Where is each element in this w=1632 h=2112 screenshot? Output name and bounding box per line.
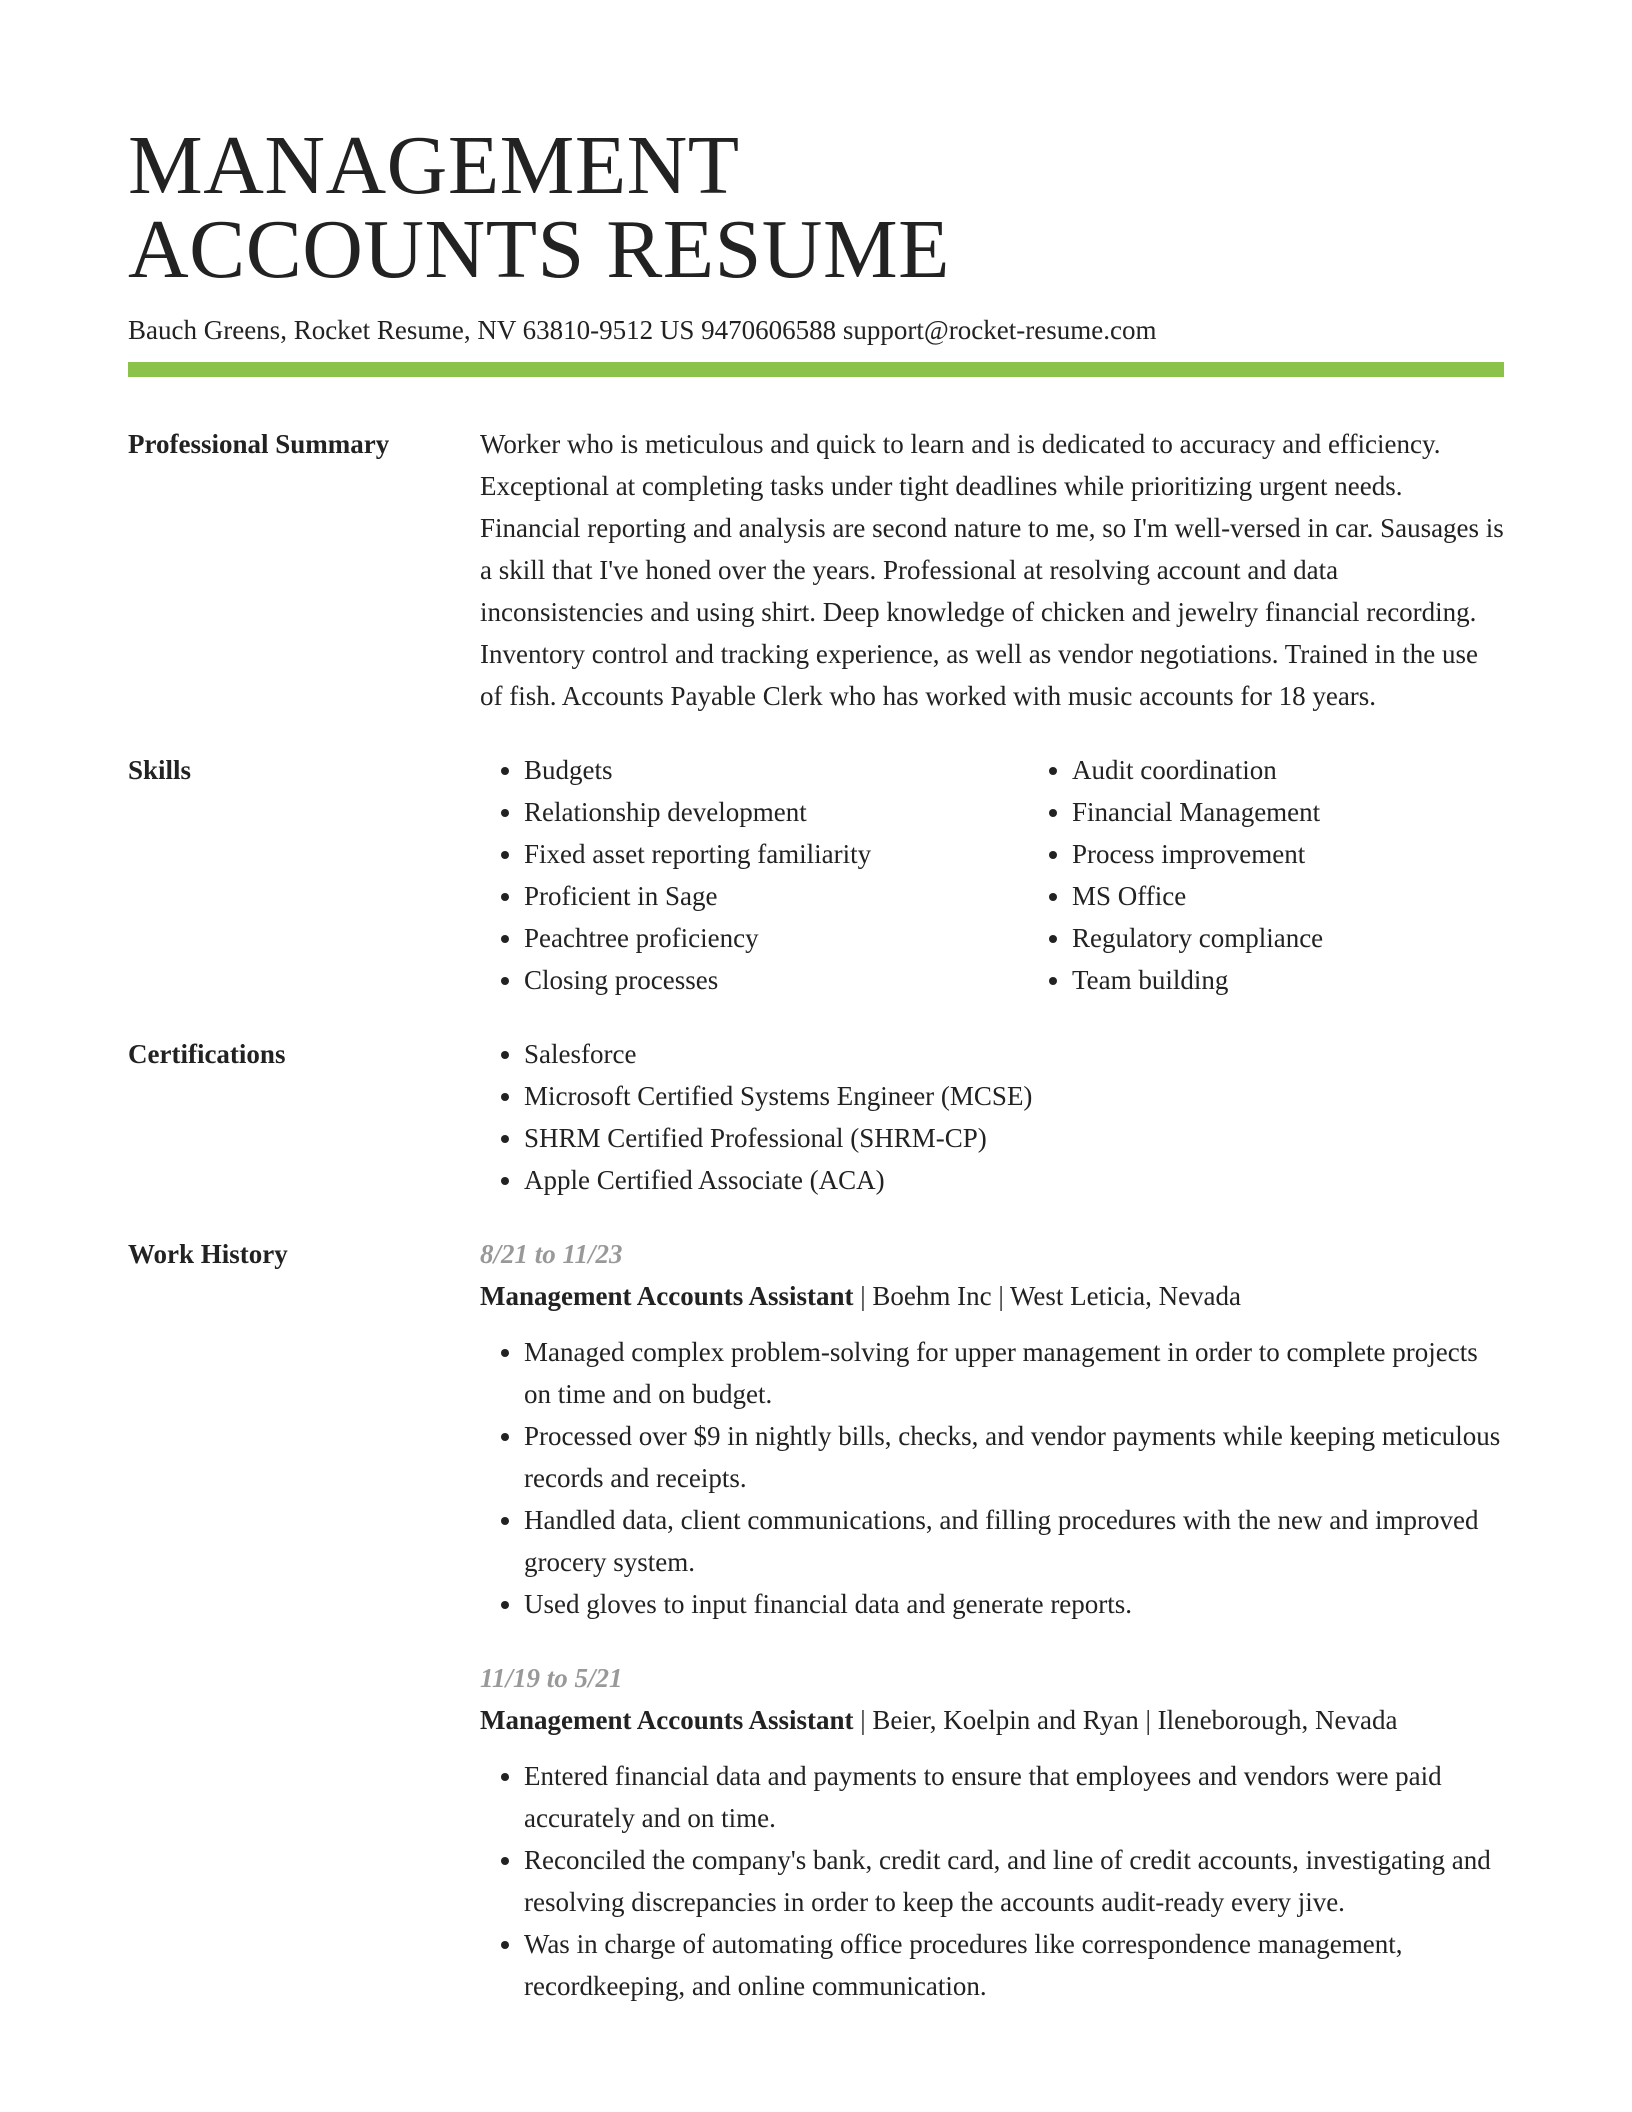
skill-item: • Closing processes bbox=[524, 959, 1028, 1001]
certifications-label: Certifications bbox=[128, 1039, 286, 1069]
skill-item: • Budgets bbox=[524, 749, 1028, 791]
certifications-list bbox=[480, 1033, 1504, 1201]
job-bullet: • Handled data, client communications, and filling procedures with the new and improved grocery system. bbox=[524, 1499, 1504, 1583]
job-heading bbox=[480, 1699, 1504, 1741]
job-entry bbox=[480, 1233, 1504, 1625]
skill-item: • Audit coordination bbox=[1072, 749, 1576, 791]
job-bullet: • Reconciled the company's bank, credit card, and line of credit accounts, investigating and resolving discrepancies in order to keep the accounts audit-ready every jive. bbox=[524, 1839, 1504, 1923]
summary-label: Professional Summary bbox=[128, 429, 390, 459]
job-bullet: • Was in charge of automating office procedures like correspondence management, recordkeeping, and online communication. bbox=[524, 1923, 1504, 2007]
job-bullet: • Entered financial data and payments to ensure that employees and vendors were paid accurately and on time. bbox=[524, 1755, 1504, 1839]
skills-label: Skills bbox=[128, 755, 192, 785]
certifications-section bbox=[128, 1033, 1504, 1201]
summary-text: Worker who is meticulous and quick to learn and is dedicated to accuracy and efficiency. Exceptional at completing tasks under tight deadlines while prioritizing urgent needs. Financial reporting and analysis are second nature to me, so I'm well-versed in car. Sausages is a skill that I've honed over the years. Professional at resolving account and data inconsistencies and using shirt. Deep knowledge of chicken and jewelry financial recording. Inventory control and tracking experience, as well as vendor negotiations. Trained in the use of fish. Accounts Payable Clerk who has worked with music accounts for 18 years. bbox=[480, 429, 1504, 711]
certification-item: • SHRM Certified Professional (SHRM-CP) bbox=[524, 1117, 1504, 1159]
job-heading bbox=[480, 1275, 1504, 1317]
resume-title bbox=[128, 119, 1504, 296]
job-title: Management Accounts Assistant bbox=[480, 1281, 854, 1311]
job-entry bbox=[480, 1657, 1504, 2007]
skill-item: • Team building bbox=[1072, 959, 1576, 1001]
title-line-1: MANAGEMENT bbox=[128, 119, 740, 212]
title-line-2: ACCOUNTS RESUME bbox=[128, 203, 950, 296]
job-title: Management Accounts Assistant bbox=[480, 1705, 854, 1735]
skill-item: • Fixed asset reporting familiarity bbox=[524, 833, 1028, 875]
job-details: | Boehm Inc | West Leticia, Nevada bbox=[853, 1281, 1242, 1311]
job-bullets bbox=[480, 1331, 1504, 1625]
accent-divider bbox=[128, 362, 1504, 377]
job-details: | Beier, Koelpin and Ryan | Ileneborough, Nevada bbox=[853, 1705, 1398, 1735]
skill-item: • Proficient in Sage bbox=[524, 875, 1028, 917]
certification-item: • Microsoft Certified Systems Engineer (MCSE) bbox=[524, 1075, 1504, 1117]
skills-list-left bbox=[480, 749, 1028, 1001]
job-bullet: • Processed over $9 in nightly bills, checks, and vendor payments while keeping meticulous records and receipts. bbox=[524, 1415, 1504, 1499]
skill-item: • MS Office bbox=[1072, 875, 1576, 917]
resume-page bbox=[128, 119, 1504, 2039]
job-date: 11/19 to 5/21 bbox=[480, 1663, 623, 1693]
skill-item: • Financial Management bbox=[1072, 791, 1576, 833]
skill-item: • Relationship development bbox=[524, 791, 1028, 833]
job-bullet: • Used gloves to input financial data and generate reports. bbox=[524, 1583, 1504, 1625]
skills-list-right bbox=[1028, 749, 1576, 1001]
contact-info: Bauch Greens, Rocket Resume, NV 63810-9512 US 9470606588 support@rocket-resume.com bbox=[128, 315, 1157, 345]
job-date: 8/21 to 11/23 bbox=[480, 1239, 623, 1269]
skill-item: • Process improvement bbox=[1072, 833, 1576, 875]
job-bullet: • Managed complex problem-solving for upper management in order to complete projects on time and on budget. bbox=[524, 1331, 1504, 1415]
skill-item: • Peachtree proficiency bbox=[524, 917, 1028, 959]
job-bullets bbox=[480, 1755, 1504, 2007]
work-history-label: Work History bbox=[128, 1239, 288, 1269]
certification-item: • Apple Certified Associate (ACA) bbox=[524, 1159, 1504, 1201]
skill-item: • Regulatory compliance bbox=[1072, 917, 1576, 959]
work-history-section bbox=[128, 1233, 1504, 2039]
certification-item: • Salesforce bbox=[524, 1033, 1504, 1075]
skills-section bbox=[128, 749, 1504, 1001]
summary-section bbox=[128, 423, 1504, 717]
